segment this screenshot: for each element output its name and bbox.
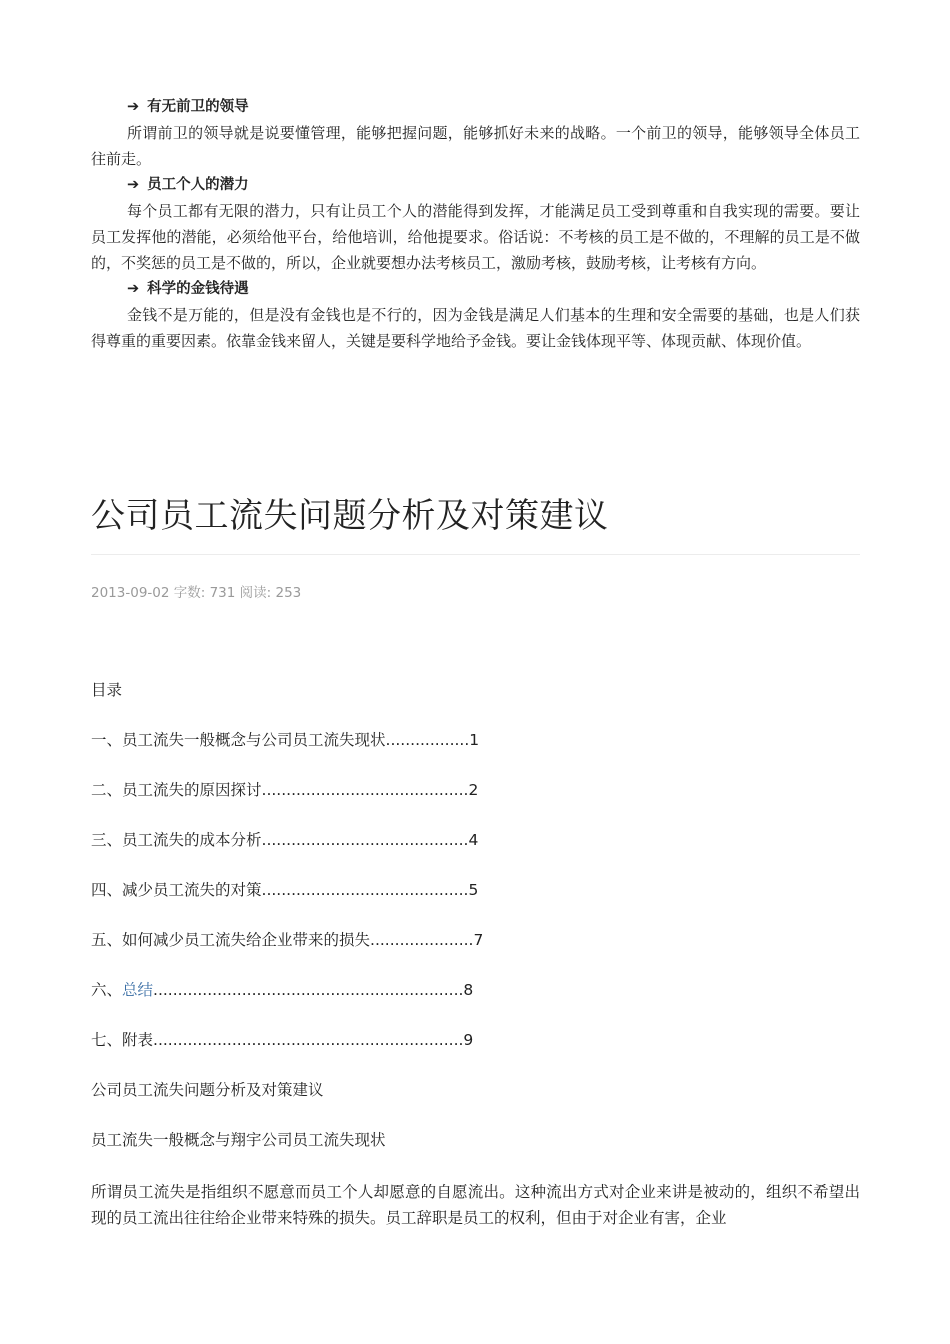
toc-item[interactable]: 一、员工流失一般概念与公司员工流失现状.................1 [91,731,480,749]
section-paragraph: 每个员工都有无限的潜力，只有让员工个人的潜能得到发挥，才能满足员工受到尊重和自我实现的需要。要让员工发挥他的潜能，必须给他平台，给他培训，给他提要求。俗话说：不考核的员工是不做的，不理解的员工是不做的，不奖惩的员工是不做的，所以，企业就要想办法考核员工，激励考核，鼓励考核，让考核有方向。 [91,202,860,272]
toc-link-summary[interactable]: 总结 [122,981,154,999]
toc-item[interactable]: 六、总结...............................................................8 [91,981,474,999]
section-heading: ➔ 员工个人的潜力 [91,172,860,198]
section-heading: ➔ 科学的金钱待遇 [91,276,860,302]
body-paragraph: 所谓员工流失是指组织不愿意而员工个人却愿意的自愿流出。这种流出方式对企业来讲是被动的，组织不希望出现的员工流出往往给企业带来特殊的损失。员工辞职是员工的权利，但由于对企业有害，企业 [91,1183,860,1227]
article-title: 公司员工流失问题分析及对策建议 [91,496,609,536]
toc-item[interactable]: 三、员工流失的成本分析..........................................4 [91,831,479,849]
toc-item[interactable]: 七、附表...............................................................9 [91,1031,474,1049]
arrow-icon: ➔ [127,177,140,193]
body-repeat-title: 公司员工流失问题分析及对策建议 [91,1081,324,1099]
arrow-icon: ➔ [127,281,140,297]
toc-item[interactable]: 二、员工流失的原因探讨..........................................2 [91,781,479,799]
previous-article-excerpt [91,94,860,354]
toc-item[interactable]: 四、减少员工流失的对策..........................................5 [91,881,479,899]
section-heading: ➔ 有无前卫的领导 [91,94,860,120]
article-meta: 2013-09-02 字数: 731 阅读: 253 [91,585,302,601]
body-subheading: 员工流失一般概念与翔宇公司员工流失现状 [91,1131,386,1149]
toc-item[interactable]: 五、如何减少员工流失给企业带来的损失.....................7 [91,931,484,949]
section-paragraph: 金钱不是万能的，但是没有金钱也是不行的，因为金钱是满足人们基本的生理和安全需要的基础，也是人们获得尊重的重要因素。依靠金钱来留人，关键是要科学地给予金钱。要让金钱体现平等、体现贡献、体现价值。 [91,306,860,350]
section-paragraph: 所谓前卫的领导就是说要懂管理，能够把握问题，能够抓好未来的战略。一个前卫的领导，能够领导全体员工往前走。 [91,124,860,168]
title-divider [91,554,860,555]
toc-label: 目录 [91,681,123,699]
arrow-icon: ➔ [127,99,140,115]
